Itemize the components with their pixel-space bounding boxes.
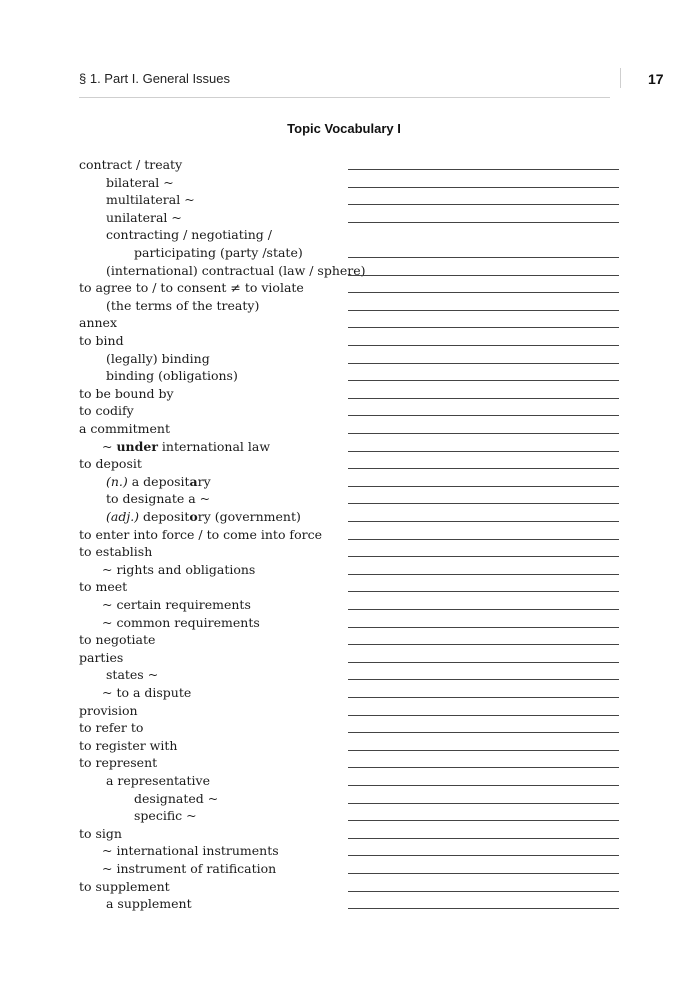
vocab-term: contracting / negotiating / [106, 227, 272, 243]
answer-line [348, 873, 619, 874]
vocab-term: (the terms of the treaty) [106, 297, 260, 313]
vocab-term: (international) contractual (law / sphere) [106, 262, 366, 278]
answer-line [348, 662, 619, 663]
vocab-entry [0, 719, 688, 737]
vocab-entry [0, 807, 688, 825]
vocab-entry [0, 578, 688, 596]
vocab-entry [0, 561, 688, 579]
vocab-term: ~ common requirements [102, 614, 260, 630]
answer-line [348, 345, 619, 346]
answer-line [348, 451, 619, 452]
vocab-term: to sign [79, 825, 122, 841]
vocab-term: to represent [79, 755, 158, 771]
vocab-entry [0, 737, 688, 755]
answer-line [348, 521, 619, 522]
answer-line [348, 503, 619, 504]
answer-line [348, 169, 619, 170]
vocab-entry [0, 596, 688, 614]
vocab-term: a representative [106, 773, 210, 788]
vocab-term: to bind [79, 333, 124, 348]
answer-line [348, 679, 619, 680]
answer-line [348, 398, 619, 399]
answer-line [348, 486, 619, 487]
vocab-term: ~ international instruments [102, 843, 279, 859]
vocab-term: to meet [79, 579, 128, 595]
vocab-entry [0, 614, 688, 632]
vocab-term: specific ~ [134, 808, 197, 824]
vocab-term: to register with [79, 737, 178, 753]
vocab-entry [0, 438, 688, 456]
answer-line [348, 257, 619, 258]
vocab-entry [0, 842, 688, 860]
answer-line [348, 574, 619, 575]
vocab-term: to enter into force / to come into force [79, 526, 322, 542]
answer-line [348, 644, 619, 645]
answer-line [348, 750, 619, 751]
answer-line [348, 415, 619, 416]
vocab-entry [0, 825, 688, 843]
vocab-term: ~ instrument of ratification [102, 861, 277, 876]
page-number: 17 [648, 71, 664, 87]
answer-line [348, 591, 619, 592]
vocab-term: designated ~ [134, 790, 219, 806]
answer-line [348, 732, 619, 733]
vocab-term: contract / treaty [79, 157, 183, 172]
vocab-entry [0, 790, 688, 808]
answer-line [348, 803, 619, 804]
answer-line [348, 310, 619, 311]
vocab-term: ~ certain requirements [102, 597, 251, 612]
vocab-entry [0, 772, 688, 790]
vocab-entry [0, 508, 688, 526]
vocab-term: to codify [79, 403, 134, 419]
vocab-entry [0, 209, 688, 227]
vocab-term: states ~ [106, 667, 159, 683]
vocab-term: (n.) a depositary [106, 473, 211, 489]
vocab-term: a commitment [79, 421, 171, 436]
answer-line [348, 363, 619, 364]
vocab-term: to refer to [79, 720, 144, 736]
vocab-entry [0, 631, 688, 649]
vocab-entry [0, 226, 688, 244]
vocab-entry [0, 332, 688, 350]
vocab-term: ~ rights and obligations [102, 561, 256, 577]
vocab-term: to deposit [79, 456, 142, 472]
vocab-entry [0, 402, 688, 420]
answer-line [348, 380, 619, 381]
answer-line [348, 433, 619, 434]
answer-line [348, 855, 619, 856]
vocab-term: multilateral ~ [106, 192, 195, 208]
vocab-term: provision [79, 702, 138, 718]
vocab-term: to negotiate [79, 632, 156, 648]
vocab-entry [0, 455, 688, 473]
vocab-entry [0, 174, 688, 192]
vocab-entry [0, 543, 688, 561]
vocab-entry [0, 490, 688, 508]
vocab-entry [0, 262, 688, 280]
answer-line [348, 891, 619, 892]
answer-line [348, 627, 619, 628]
vocab-term: binding (obligations) [106, 368, 238, 384]
vocab-term: to establish [79, 544, 153, 560]
vocab-entry [0, 314, 688, 332]
vocab-entry [0, 526, 688, 544]
vocab-term: (adj.) depository (government) [106, 509, 301, 524]
answer-line [348, 785, 619, 786]
answer-line [348, 838, 619, 839]
vocab-entry [0, 244, 688, 262]
answer-line [348, 556, 619, 557]
vocab-entry [0, 367, 688, 385]
answer-line [348, 204, 619, 205]
vocab-term: to designate a ~ [106, 491, 211, 507]
answer-line [348, 715, 619, 716]
vocab-entry [0, 649, 688, 667]
vocab-term: to be bound by [79, 385, 174, 401]
vocab-entry [0, 666, 688, 684]
answer-line [348, 820, 619, 821]
vocab-entry [0, 350, 688, 368]
vocab-entry [0, 279, 688, 297]
vocab-term: annex [79, 315, 118, 331]
vocab-entry [0, 385, 688, 403]
vocab-entry [0, 473, 688, 491]
vocab-term: parties [79, 649, 124, 665]
vocab-entry [0, 860, 688, 878]
vocab-entry [0, 156, 688, 174]
vocab-entry [0, 684, 688, 702]
vocab-term: ~ to a dispute [102, 685, 192, 700]
vocab-entry [0, 754, 688, 772]
vocab-term: unilateral ~ [106, 209, 182, 225]
answer-line [348, 767, 619, 768]
vocab-term: a supplement [106, 896, 192, 912]
vocab-term: bilateral ~ [106, 174, 174, 190]
vocab-entry [0, 191, 688, 209]
answer-line [348, 908, 619, 909]
answer-line [348, 539, 619, 540]
answer-line [348, 697, 619, 698]
vocab-entry [0, 895, 688, 913]
answer-line [348, 468, 619, 469]
answer-line [348, 187, 619, 188]
answer-line [348, 292, 619, 293]
vocab-term: to supplement [79, 878, 170, 894]
vocab-term: to agree to / to consent ≠ to violate [79, 280, 304, 296]
vocab-term: participating (party /state) [134, 245, 303, 260]
answer-line [348, 327, 619, 328]
vocab-entry [0, 297, 688, 315]
vocab-entry [0, 878, 688, 896]
vocab-term: ~ under international law [102, 438, 271, 454]
vocab-term: (legally) binding [106, 350, 210, 366]
running-header: § 1. Part I. General Issues [79, 71, 231, 86]
vocab-entry [0, 420, 688, 438]
answer-line [348, 609, 619, 610]
section-title: Topic Vocabulary I [287, 121, 401, 136]
answer-line [348, 275, 619, 276]
vocab-entry [0, 702, 688, 720]
answer-line [348, 222, 619, 223]
